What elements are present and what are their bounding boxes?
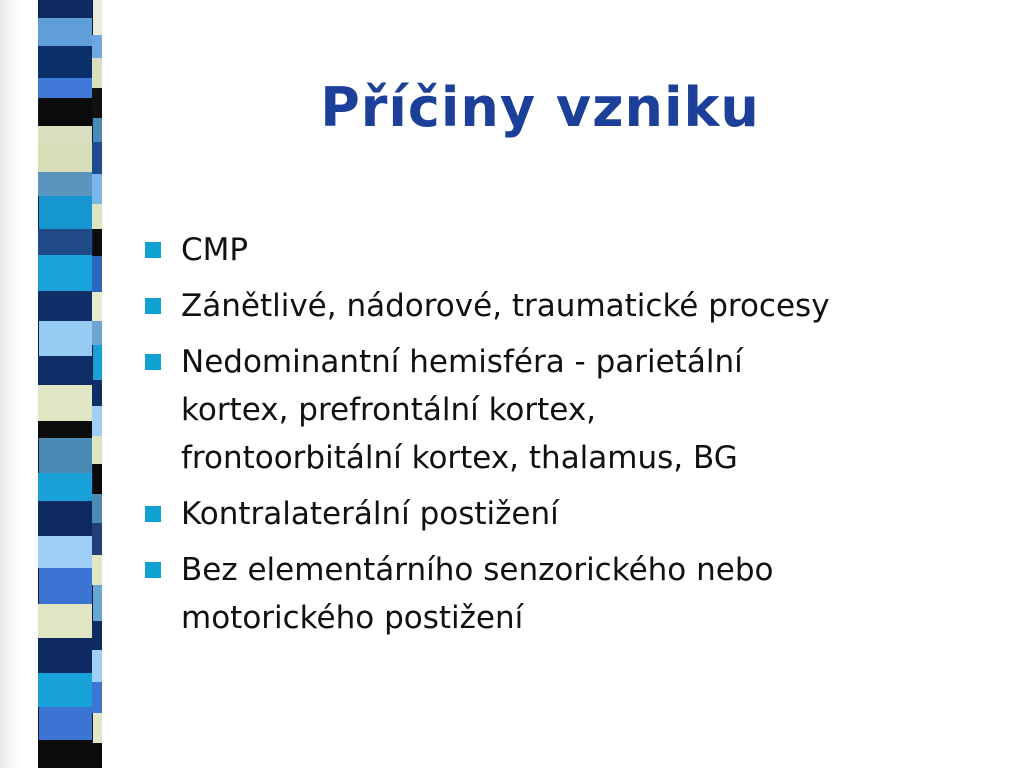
ribbon-band <box>38 0 94 18</box>
bullet-item-cmp <box>145 226 965 274</box>
ribbon-band <box>92 555 102 585</box>
ribbon-band <box>38 196 94 229</box>
ribbon-band <box>38 46 94 77</box>
slide-title: Příčiny vzniku <box>320 76 760 139</box>
ribbon-band <box>92 523 102 555</box>
ribbon-band <box>38 501 94 536</box>
bullet-text: Zánětlivé, nádorové, traumatické procesy <box>181 288 830 324</box>
ribbon-band <box>38 740 94 767</box>
ribbon-band <box>92 621 102 650</box>
ribbon-band <box>92 174 102 204</box>
bullet-item-no-sensory-motor <box>145 546 965 642</box>
ribbon-band <box>92 494 102 523</box>
ribbon-band <box>38 126 94 143</box>
ribbon-band <box>38 143 94 171</box>
ribbon-band <box>92 292 102 321</box>
ribbon-band <box>38 638 94 672</box>
ribbon-band <box>38 291 94 321</box>
bullet-text: CMP <box>181 232 249 268</box>
left-striped-ribbon-secondary <box>92 0 102 768</box>
ribbon-band <box>92 713 102 743</box>
ribbon-band <box>38 78 94 98</box>
ribbon-band <box>38 172 94 196</box>
ribbon-band <box>92 204 102 230</box>
ribbon-band <box>92 256 102 292</box>
bullet-item-hemisphere <box>145 338 965 482</box>
ribbon-band <box>92 743 102 768</box>
ribbon-band <box>38 255 94 291</box>
ribbon-band <box>92 585 102 621</box>
ribbon-band <box>92 118 102 142</box>
ribbon-band <box>92 436 102 464</box>
bullet-item-contralateral <box>145 490 965 538</box>
ribbon-band <box>92 380 102 406</box>
square-bullet-icon <box>145 354 161 370</box>
ribbon-band <box>38 229 94 254</box>
ribbon-band <box>38 98 94 126</box>
ribbon-band <box>38 673 94 707</box>
ribbon-band <box>38 438 94 472</box>
left-striped-ribbon-primary <box>38 0 94 768</box>
ribbon-band <box>92 406 102 436</box>
bullet-list <box>145 226 965 642</box>
ribbon-band <box>92 650 102 683</box>
square-bullet-icon <box>145 562 161 578</box>
ribbon-band <box>92 345 102 380</box>
ribbon-band <box>38 356 94 385</box>
ribbon-band <box>38 473 94 501</box>
ribbon-band <box>38 604 94 638</box>
ribbon-band <box>92 58 102 89</box>
ribbon-band <box>92 321 102 346</box>
ribbon-band <box>92 464 102 495</box>
ribbon-band <box>38 568 94 604</box>
ribbon-band <box>38 321 94 355</box>
ribbon-band <box>92 229 102 256</box>
ribbon-band <box>38 421 94 438</box>
ribbon-band <box>38 536 94 567</box>
ribbon-band <box>92 88 102 118</box>
bullet-text: Kontralaterální postižení <box>181 496 559 532</box>
ribbon-band <box>92 682 102 713</box>
ribbon-band <box>38 707 94 740</box>
ribbon-band <box>92 142 102 174</box>
square-bullet-icon <box>145 242 161 258</box>
ribbon-band <box>38 18 94 46</box>
bullet-text: Nedominantní hemisféra - parietální kortex, prefrontální kortex, frontoorbitální kortex, thalamus, BG <box>181 344 743 476</box>
bullet-item-processes <box>145 282 965 330</box>
bullet-text: Bez elementárního senzorického nebo motorického postižení <box>181 552 774 636</box>
ribbon-band <box>92 35 102 58</box>
ribbon-band <box>92 0 102 35</box>
ribbon-band <box>38 385 94 421</box>
square-bullet-icon <box>145 298 161 314</box>
square-bullet-icon <box>145 506 161 522</box>
